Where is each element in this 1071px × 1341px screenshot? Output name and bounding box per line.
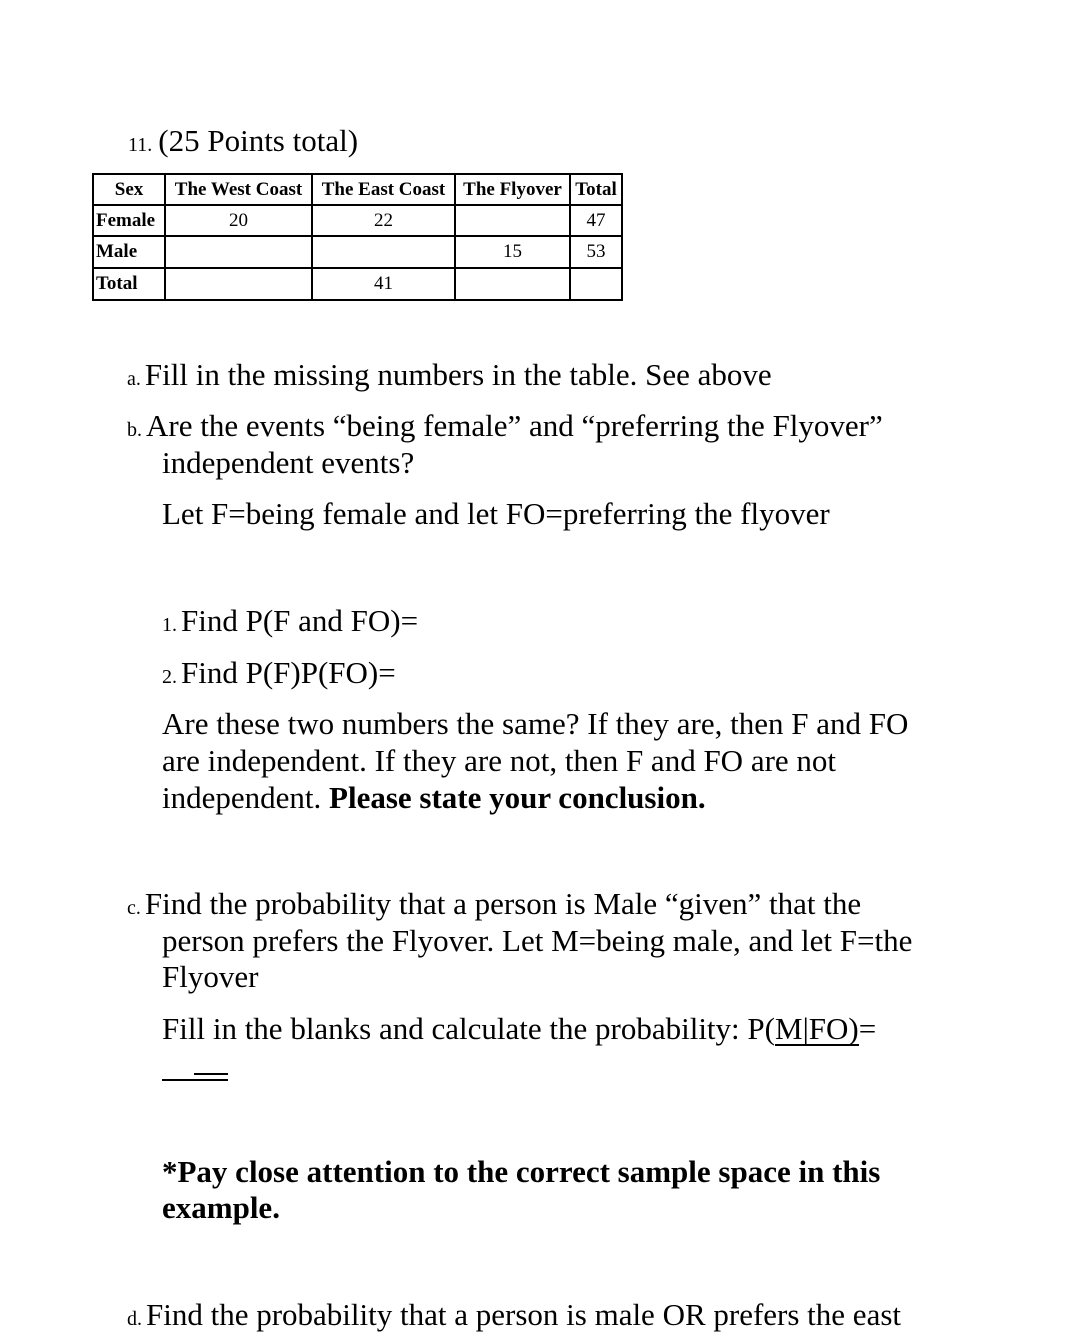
cell-male-east — [312, 236, 455, 268]
blank-given[interactable]: FO — [808, 1011, 849, 1046]
contingency-table — [92, 173, 623, 301]
header-sex: Sex — [93, 174, 165, 205]
note-line2: example. — [162, 1190, 280, 1225]
cell-female-total: 47 — [570, 205, 622, 236]
table-header-row — [93, 174, 622, 205]
header-west-coast: The West Coast — [165, 174, 312, 205]
blank-event[interactable]: M — [774, 1011, 803, 1046]
blank-separator: | — [802, 1011, 809, 1046]
part-d-line1: Find the probability that a person is male OR prefers the east — [146, 1297, 902, 1332]
part-b-let: Let F=being female and let FO=preferring the flyover — [162, 496, 830, 531]
part-c-letter: c. — [127, 897, 141, 919]
part-b-line1: Are the events “being female” and “preferring the Flyover” — [146, 408, 883, 443]
header-total: Total — [570, 174, 622, 205]
part-b-step1 — [162, 602, 418, 639]
step1-number: 1. — [162, 614, 177, 636]
cell-female-west: 20 — [165, 205, 312, 236]
cell-male-total: 53 — [570, 236, 622, 268]
cell-female-east: 22 — [312, 205, 455, 236]
fill-in-line — [162, 1010, 876, 1047]
cell-total-east: 41 — [312, 268, 455, 300]
cell-male-west — [165, 236, 312, 268]
table-row — [93, 268, 622, 300]
fraction-blank-numerator[interactable] — [162, 1079, 228, 1081]
conclusion-line3 — [162, 779, 706, 816]
cell-female-flyover — [455, 205, 570, 236]
part-c-line2: person prefers the Flyover. Let M=being male, and let F=the — [162, 923, 913, 958]
note-line1: *Pay close attention to the correct sample space in this — [162, 1154, 881, 1189]
conclusion-line2: are independent. If they are not, then F and FO are not — [162, 743, 837, 778]
row-label-female: Female — [93, 205, 165, 236]
header-flyover: The Flyover — [455, 174, 570, 205]
conclusion-bold: Please state your conclusion. — [329, 780, 706, 815]
part-b-step2 — [162, 654, 396, 691]
row-label-male: Male — [93, 236, 165, 268]
part-d — [127, 1296, 901, 1333]
cell-total-west — [165, 268, 312, 300]
part-c-line1: Find the probability that a person is Male “given” that the — [144, 886, 862, 921]
part-b — [127, 407, 883, 444]
question-number: 11. — [128, 134, 153, 156]
step2-text: Find P(F)P(FO)= — [181, 655, 396, 690]
part-b-letter: b. — [127, 419, 142, 441]
table-row — [93, 236, 622, 268]
blank-close: ) — [848, 1011, 859, 1046]
table-row — [93, 205, 622, 236]
part-a-letter: a. — [127, 368, 141, 390]
cell-male-flyover: 15 — [455, 236, 570, 268]
part-c-line3: Flyover — [162, 959, 259, 994]
part-c — [127, 885, 861, 922]
conclusion-line1: Are these two numbers the same? If they are, then F and FO — [162, 706, 909, 741]
step2-number: 2. — [162, 666, 177, 688]
header-east-coast: The East Coast — [312, 174, 455, 205]
step1-text: Find P(F and FO)= — [181, 603, 419, 638]
cell-total-total — [570, 268, 622, 300]
part-d-letter: d. — [127, 1308, 142, 1330]
conclusion-plain: independent. — [162, 780, 322, 815]
part-a — [127, 356, 772, 393]
fraction-blank-bar — [194, 1073, 228, 1075]
question-title: (25 Points total) — [158, 123, 359, 158]
fill-suffix: = — [858, 1011, 877, 1046]
part-a-text: Fill in the missing numbers in the table. See above — [144, 357, 772, 392]
fill-prefix: Fill in the blanks and calculate the probability: P( — [162, 1011, 775, 1046]
cell-total-flyover — [455, 268, 570, 300]
row-label-total: Total — [93, 268, 165, 300]
question-header — [128, 122, 358, 159]
part-b-line2: independent events? — [162, 445, 415, 480]
